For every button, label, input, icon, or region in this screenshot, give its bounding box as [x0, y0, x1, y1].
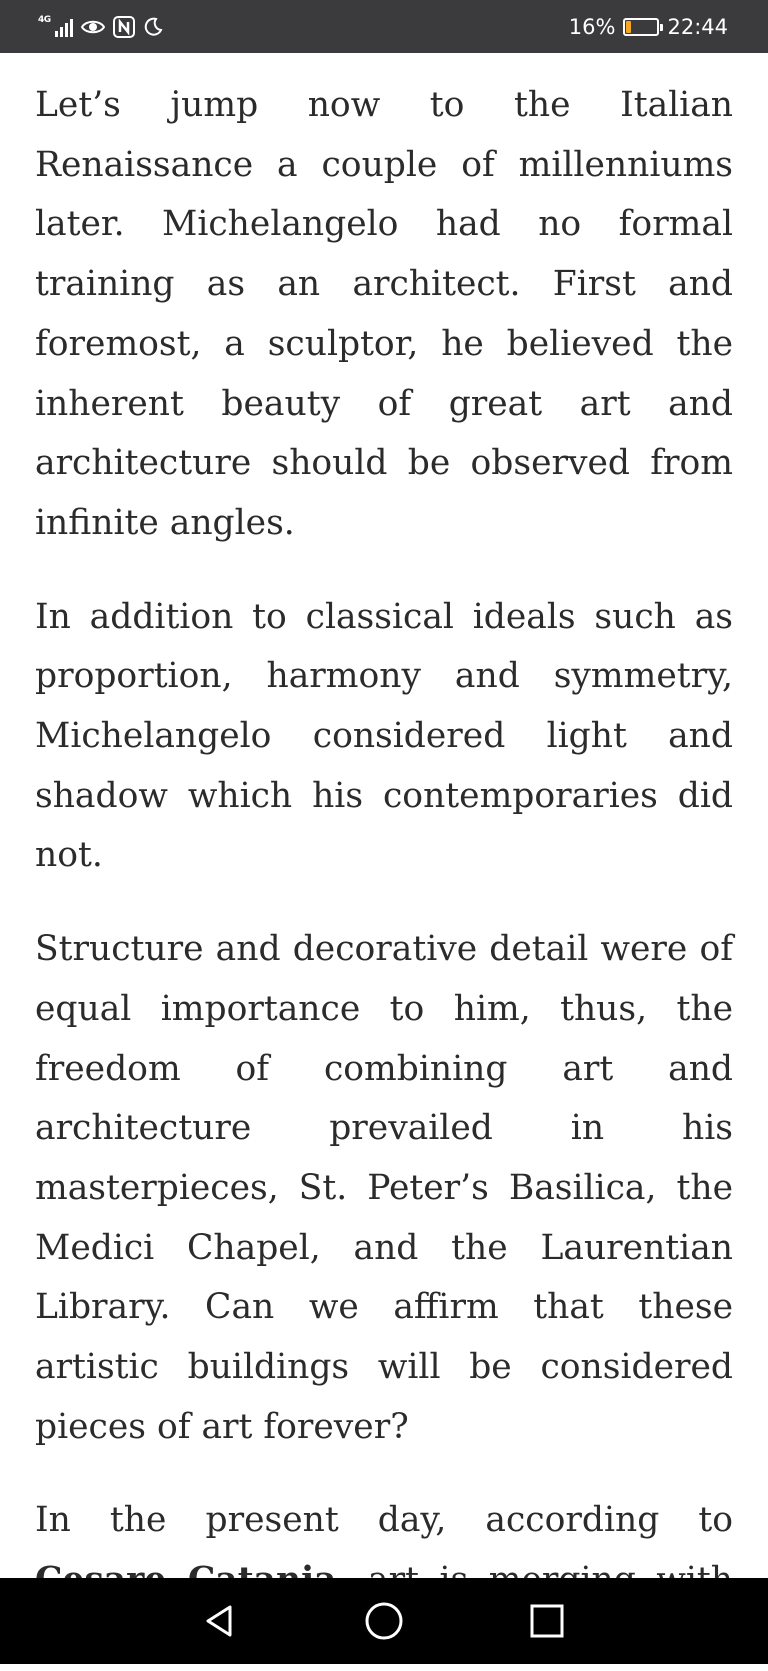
home-button[interactable] — [360, 1597, 408, 1645]
status-bar — [0, 0, 768, 53]
signal-icon — [55, 17, 73, 37]
navigation-bar — [0, 1578, 768, 1664]
article-paragraph: Let’s jump now to the Italian Renaissance a couple of millenniums later. Michelangelo had no formal training as an architect. First and foremost, a sculptor, he believed the inherent beauty of great art and architecture should be observed from infinite angles. — [35, 85, 733, 543]
paragraph-text: In the present day, according to — [35, 1500, 733, 1541]
network-type-label: 4G — [38, 14, 51, 25]
home-icon — [363, 1600, 405, 1642]
status-icons-left — [38, 12, 163, 42]
article-paragraph: Structure and decorative detail were of equal importance to him, thus, the freedom of combining art and architecture prevailed in his masterpieces, St. Peter’s Basilica, the Medici Chapel, and the Laurentian Library. Can we affirm that these artistic buildings will be considered pieces of art forever? — [35, 929, 733, 1447]
article-paragraph: In addition to classical ideals such as proportion, harmony and symmetry, Michelangelo considered light and shadow which his contemporaries did not. — [35, 596, 733, 876]
clock: 22:44 — [667, 15, 728, 39]
article-body — [35, 76, 733, 1576]
do-not-disturb-icon — [143, 17, 163, 37]
recents-icon — [529, 1603, 565, 1639]
battery-fill — [626, 21, 631, 33]
back-button[interactable] — [196, 1597, 244, 1645]
back-icon — [200, 1601, 240, 1641]
battery-percent: 16% — [568, 15, 616, 39]
nfc-icon — [113, 16, 135, 38]
status-icons-right — [569, 12, 728, 42]
recents-button[interactable] — [523, 1597, 571, 1645]
battery-icon — [623, 18, 659, 36]
eye-comfort-icon — [81, 18, 105, 36]
